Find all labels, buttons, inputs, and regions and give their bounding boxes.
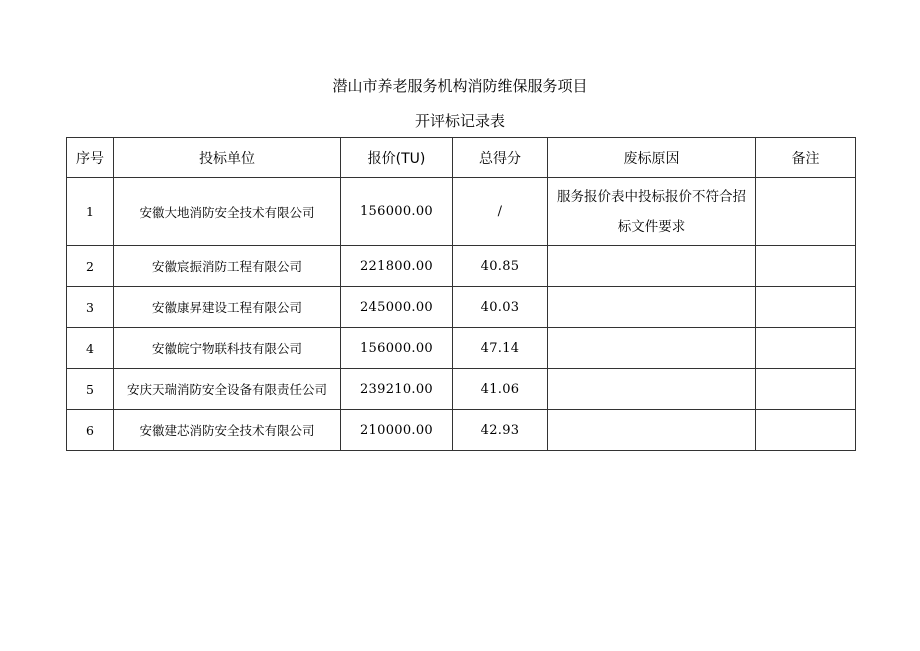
- cell-price: 221800.00: [341, 246, 453, 287]
- cell-price: 156000.00: [341, 178, 453, 246]
- cell-score: 40.03: [453, 287, 548, 328]
- header-price: 报价(TU): [341, 138, 453, 178]
- cell-bidder: 安徽皖宁物联科技有限公司: [114, 328, 341, 369]
- cell-bidder: 安庆天瑞消防安全设备有限责任公司: [114, 369, 341, 410]
- table-row: [67, 369, 856, 410]
- document-subtitle: 开评标记录表: [414, 112, 505, 130]
- header-note: 备注: [756, 138, 856, 178]
- table-row: [67, 246, 856, 287]
- cell-reason: [548, 369, 756, 410]
- cell-reason: [548, 328, 756, 369]
- cell-price: 245000.00: [341, 287, 453, 328]
- cell-note: [756, 178, 856, 246]
- cell-bidder: 安徽大地消防安全技术有限公司: [114, 178, 341, 246]
- cell-note: [756, 410, 856, 451]
- cell-bidder: 安徽建芯消防安全技术有限公司: [114, 410, 341, 451]
- document-title: 潜山市养老服务机构消防维保服务项目: [332, 77, 588, 95]
- header-score: 总得分: [453, 138, 548, 178]
- cell-bidder: 安徽康昇建设工程有限公司: [114, 287, 341, 328]
- cell-reason: [548, 246, 756, 287]
- table-row: [67, 178, 856, 246]
- cell-score: 41.06: [453, 369, 548, 410]
- cell-score: 47.14: [453, 328, 548, 369]
- cell-note: [756, 246, 856, 287]
- table-header-row: [67, 138, 856, 178]
- table-row: [67, 410, 856, 451]
- cell-price: 239210.00: [341, 369, 453, 410]
- cell-bidder: 安徽宸振消防工程有限公司: [114, 246, 341, 287]
- header-bidder: 投标单位: [114, 138, 341, 178]
- cell-serial: 3: [67, 287, 114, 328]
- cell-reason: [548, 410, 756, 451]
- header-serial: 序号: [67, 138, 114, 178]
- cell-score: /: [453, 178, 548, 246]
- cell-price: 156000.00: [341, 328, 453, 369]
- cell-score: 40.85: [453, 246, 548, 287]
- table-row: [67, 328, 856, 369]
- cell-note: [756, 287, 856, 328]
- cell-score: 42.93: [453, 410, 548, 451]
- cell-serial: 4: [67, 328, 114, 369]
- table-row: [67, 287, 856, 328]
- cell-note: [756, 369, 856, 410]
- cell-serial: 5: [67, 369, 114, 410]
- header-reason: 废标原因: [548, 138, 756, 178]
- cell-serial: 2: [67, 246, 114, 287]
- cell-note: [756, 328, 856, 369]
- cell-reason: 服务报价表中投标报价不符合招标文件要求: [548, 178, 756, 246]
- cell-serial: 1: [67, 178, 114, 246]
- bid-record-table: [66, 137, 856, 451]
- cell-serial: 6: [67, 410, 114, 451]
- cell-reason: [548, 287, 756, 328]
- cell-price: 210000.00: [341, 410, 453, 451]
